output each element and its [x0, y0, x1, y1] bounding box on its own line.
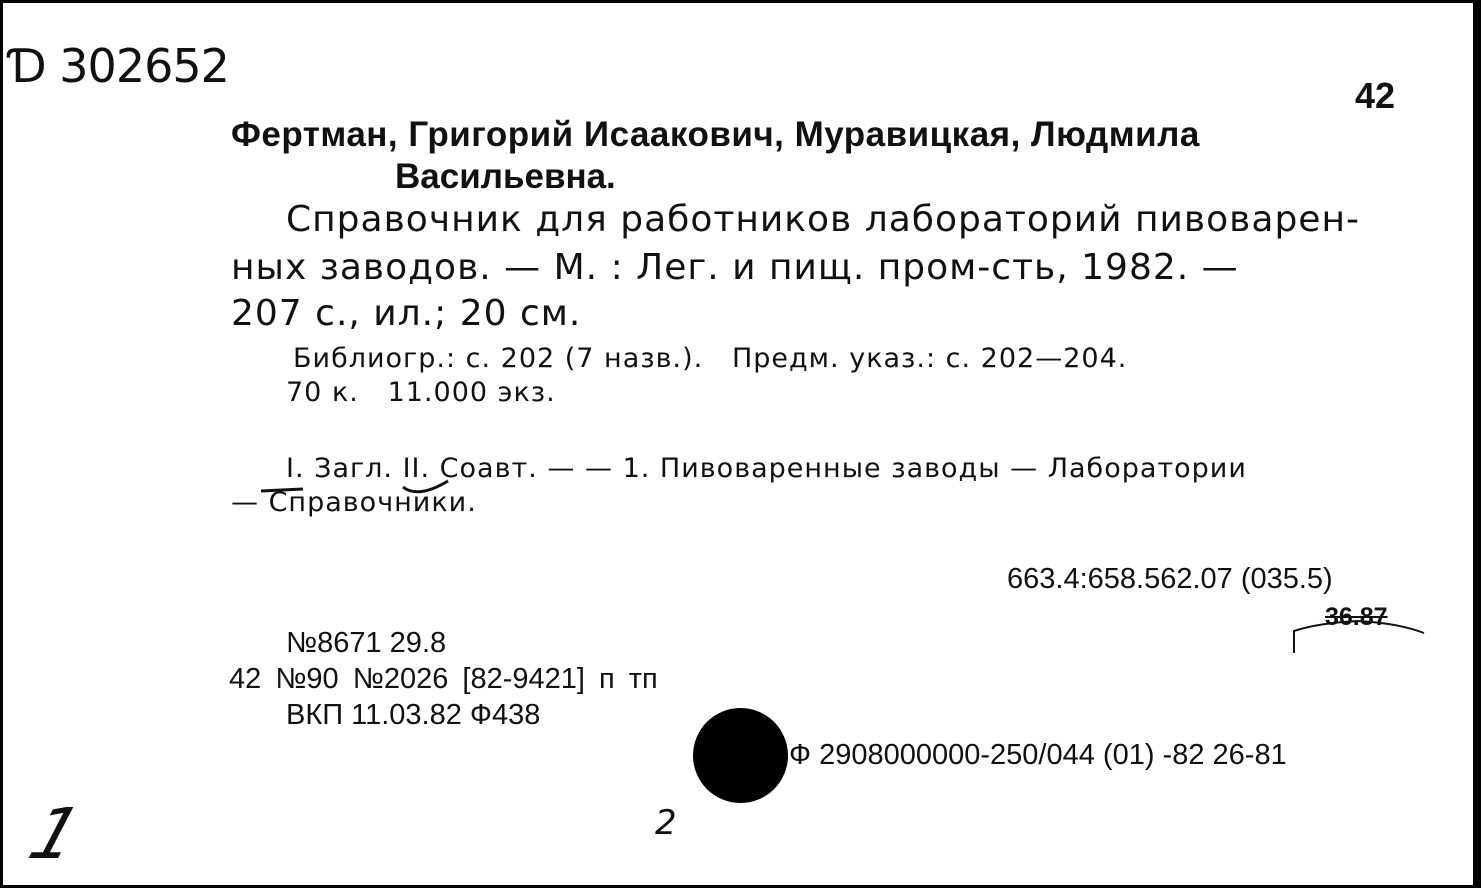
handwritten-underline-marks	[253, 473, 513, 503]
udc-number: 663.4:658.562.07 (035.5)	[1007, 563, 1333, 595]
title-line-1: Справочник для работников лабораторий пивоварен-	[286, 199, 1360, 240]
bbk-bracket-mark	[1288, 609, 1428, 655]
authors-line-1: Фертман, Григорий Исаакович, Муравицкая, Людмила	[231, 115, 1200, 154]
punch-hole	[693, 708, 788, 803]
title-line-2: ных заводов. — М. : Лег. и пищ. пром-сть, 1982. —	[231, 247, 1239, 288]
handwritten-mark-bottom: 2	[655, 803, 677, 843]
authors-line-2: Васильевна.	[395, 157, 616, 196]
accession-line-2: 42 №90 №2026 [82-9421] п тп	[229, 663, 658, 695]
accession-line-3: ВКП 11.03.82 Ф438	[286, 699, 541, 731]
tracings-line-2: — Справочники.	[231, 487, 477, 518]
notes-line-2: 70 к. 11.000 экз.	[286, 377, 556, 408]
accession-line-1: №8671 29.8	[286, 627, 447, 659]
top-right-number: 42	[1355, 75, 1396, 116]
handwritten-call-number: Ɗ 302652	[9, 39, 229, 93]
handwritten-mark-left: 1	[19, 793, 91, 875]
title-line-3: 207 с., ил.; 20 см.	[231, 293, 582, 334]
catalog-code: Ф 2908000000-250/044 (01) -82 26-81	[789, 739, 1287, 771]
bbk-number: 36.87	[1325, 603, 1388, 631]
tracings-line-1: I. Загл. II. Соавт. — — 1. Пивоваренные заводы — Лаборатории	[286, 453, 1247, 484]
notes-line-1: Библиогр.: с. 202 (7 назв.). Предм. указ.: с. 202—204.	[293, 343, 1128, 374]
